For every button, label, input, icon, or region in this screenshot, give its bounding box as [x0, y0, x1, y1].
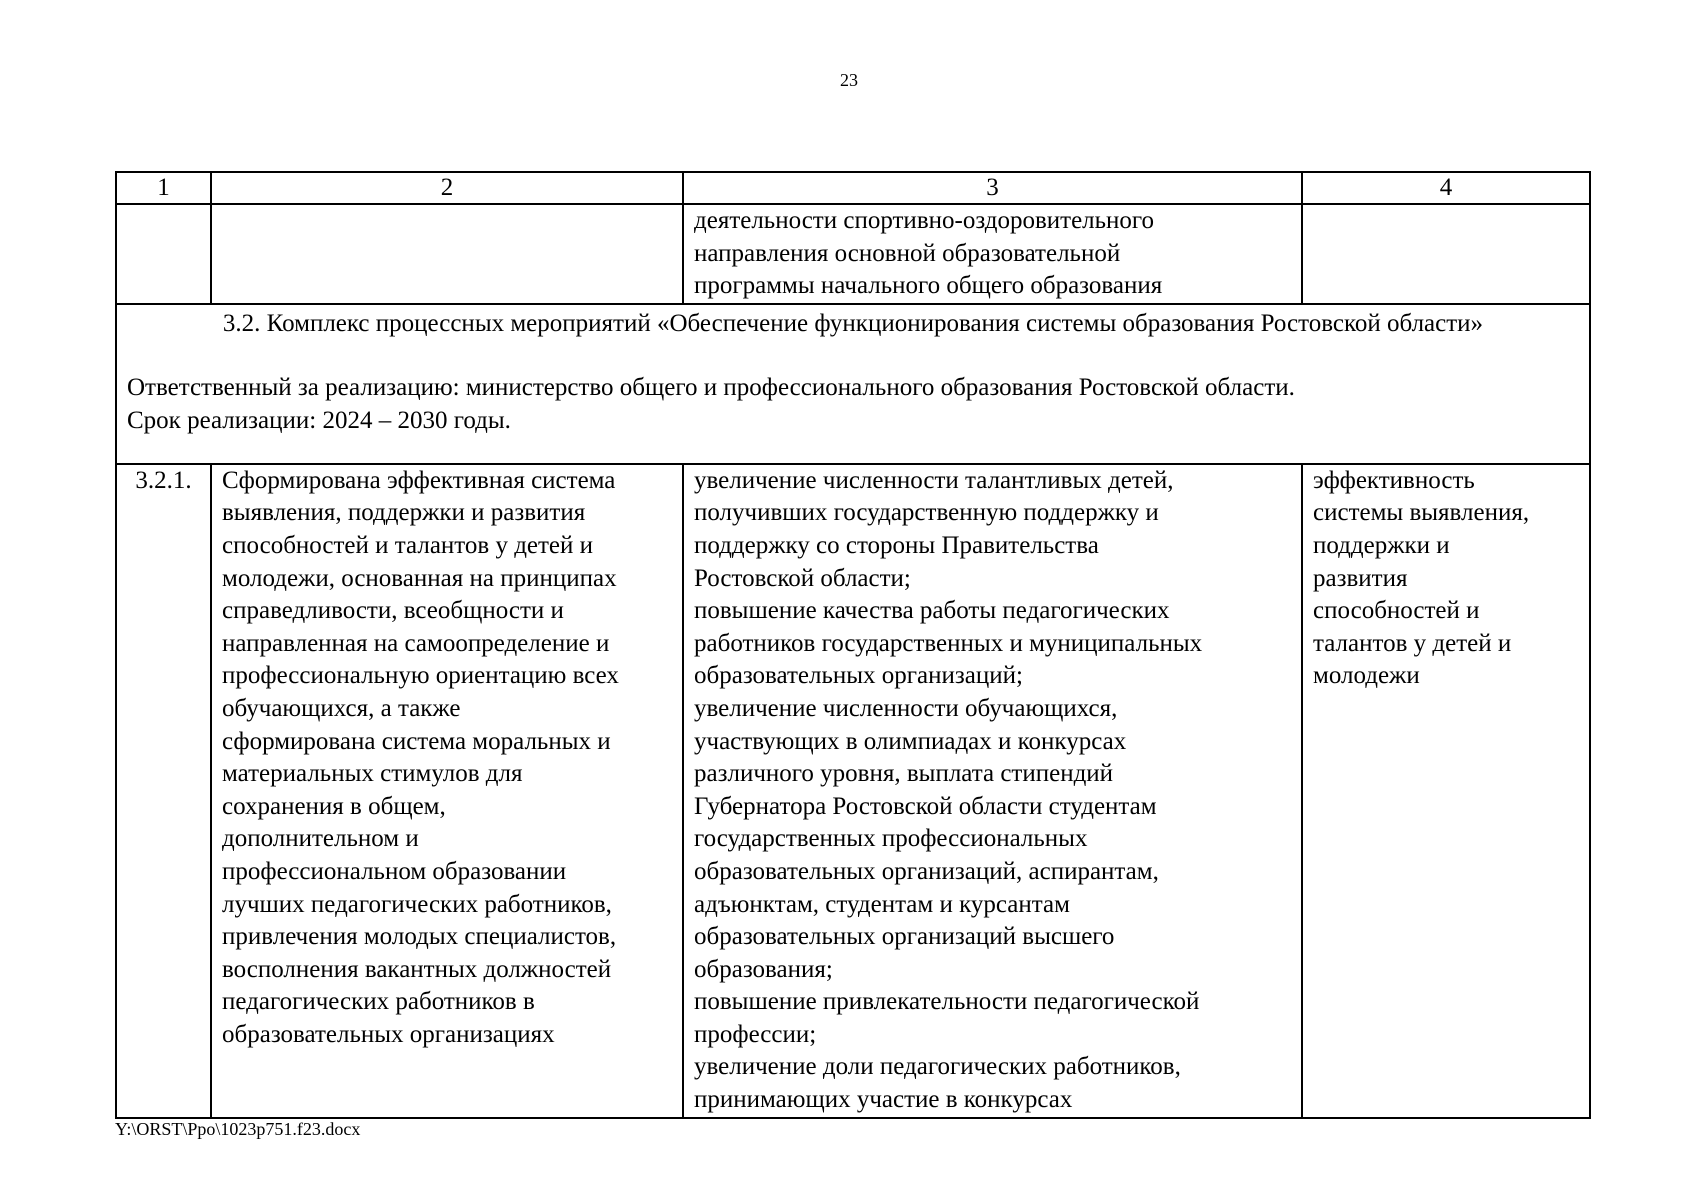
- description-line: профессии;: [694, 1020, 817, 1048]
- cont-cell-4: [1302, 204, 1590, 304]
- task-line: лучших педагогических работников,: [222, 890, 612, 918]
- task-line: сформирована система моральных и: [222, 727, 611, 755]
- task-line: способностей и талантов у детей и: [222, 531, 594, 559]
- task-cell: [211, 464, 683, 1118]
- description-cell: [683, 464, 1302, 1118]
- description-line: образовательных организаций;: [694, 662, 1023, 690]
- table-row-continuation: [116, 204, 1590, 304]
- task-line: дополнительном и: [222, 825, 419, 853]
- header-col-1: 1: [116, 172, 211, 204]
- cont-cell-3: [683, 204, 1302, 304]
- table-header-row: [116, 172, 1590, 204]
- section-cell: [116, 304, 1590, 464]
- indicator-cell: [1302, 464, 1590, 1118]
- cont-text-line: программы начального общего образования: [694, 272, 1163, 300]
- task-line: справедливости, всеобщности и: [222, 597, 564, 625]
- measures-table: [115, 171, 1591, 1119]
- cont-cell-2: [211, 204, 683, 304]
- row-number: 3.2.1.: [116, 464, 211, 1118]
- task-line: Сформирована эффективная система: [222, 466, 616, 494]
- description-line: принимающих участие в конкурсах: [694, 1086, 1073, 1114]
- section-period: Срок реализации: 2024 – 2030 годы.: [127, 406, 511, 434]
- task-line: профессиональном образовании: [222, 857, 567, 885]
- footer-file-path: Y:\ORST\Ppo\1023p751.f23.docx: [115, 1119, 361, 1139]
- table-row: [116, 464, 1590, 1118]
- task-line: педагогических работников в: [222, 988, 535, 1016]
- description-line: участвующих в олимпиадах и конкурсах: [694, 727, 1127, 755]
- description-line: увеличение численности обучающихся,: [694, 694, 1118, 722]
- header-col-3: 3: [683, 172, 1302, 204]
- cont-text-line: направления основной образовательной: [694, 239, 1121, 267]
- description-line: образования;: [694, 955, 833, 983]
- indicator-line: молодежи: [1313, 662, 1420, 690]
- section-spacer: [127, 340, 1579, 372]
- task-line: молодежи, основанная на принципах: [222, 564, 617, 592]
- section-row: [116, 304, 1590, 464]
- task-line: обучающихся, а также: [222, 694, 461, 722]
- description-line: получивших государственную поддержку и: [694, 499, 1159, 527]
- indicator-line: системы выявления,: [1313, 499, 1530, 527]
- description-line: поддержку со стороны Правительства: [694, 531, 1099, 559]
- description-line: повышение качества работы педагогических: [694, 597, 1170, 625]
- header-col-4: 4: [1302, 172, 1590, 204]
- description-line: образовательных организаций высшего: [694, 923, 1115, 951]
- task-line: образовательных организациях: [222, 1020, 555, 1048]
- task-line: сохранения в общем,: [222, 792, 446, 820]
- indicator-line: поддержки и: [1313, 531, 1450, 559]
- header-col-2: 2: [211, 172, 683, 204]
- description-line: образовательных организаций, аспирантам,: [694, 857, 1159, 885]
- task-line: направленная на самоопределение и: [222, 629, 610, 657]
- indicator-line: эффективность: [1313, 466, 1475, 494]
- task-line: привлечения молодых специалистов,: [222, 923, 617, 951]
- description-line: государственных профессиональных: [694, 825, 1088, 853]
- description-line: различного уровня, выплата стипендий: [694, 760, 1114, 788]
- description-line: увеличение численности талантливых детей,: [694, 466, 1174, 494]
- task-line: выявления, поддержки и развития: [222, 499, 586, 527]
- page-number: 23: [840, 70, 858, 90]
- indicator-line: способностей и: [1313, 597, 1480, 625]
- cont-cell-1: [116, 204, 211, 304]
- description-line: работников государственных и муниципальных: [694, 629, 1203, 657]
- indicator-line: развития: [1313, 564, 1408, 592]
- description-line: Губернатора Ростовской области студентам: [694, 792, 1157, 820]
- description-line: адъюнктам, студентам и курсантам: [694, 890, 1070, 918]
- description-line: Ростовской области;: [694, 564, 911, 592]
- indicator-line: талантов у детей и: [1313, 629, 1512, 657]
- task-line: профессиональную ориентацию всех: [222, 662, 619, 690]
- description-line: повышение привлекательности педагогической: [694, 988, 1200, 1016]
- task-line: восполнения вакантных должностей: [222, 955, 612, 983]
- section-title: 3.2. Комплекс процессных мероприятий «Обеспечение функционирования системы образования Ростовской области»: [222, 309, 1484, 337]
- section-responsible: Ответственный за реализацию: министерство общего и профессионального образования Ростовской области.: [127, 374, 1295, 402]
- task-line: материальных стимулов для: [222, 760, 523, 788]
- description-line: увеличение доли педагогических работников,: [694, 1053, 1181, 1081]
- cont-text-line: деятельности спортивно-оздоровительного: [694, 207, 1155, 234]
